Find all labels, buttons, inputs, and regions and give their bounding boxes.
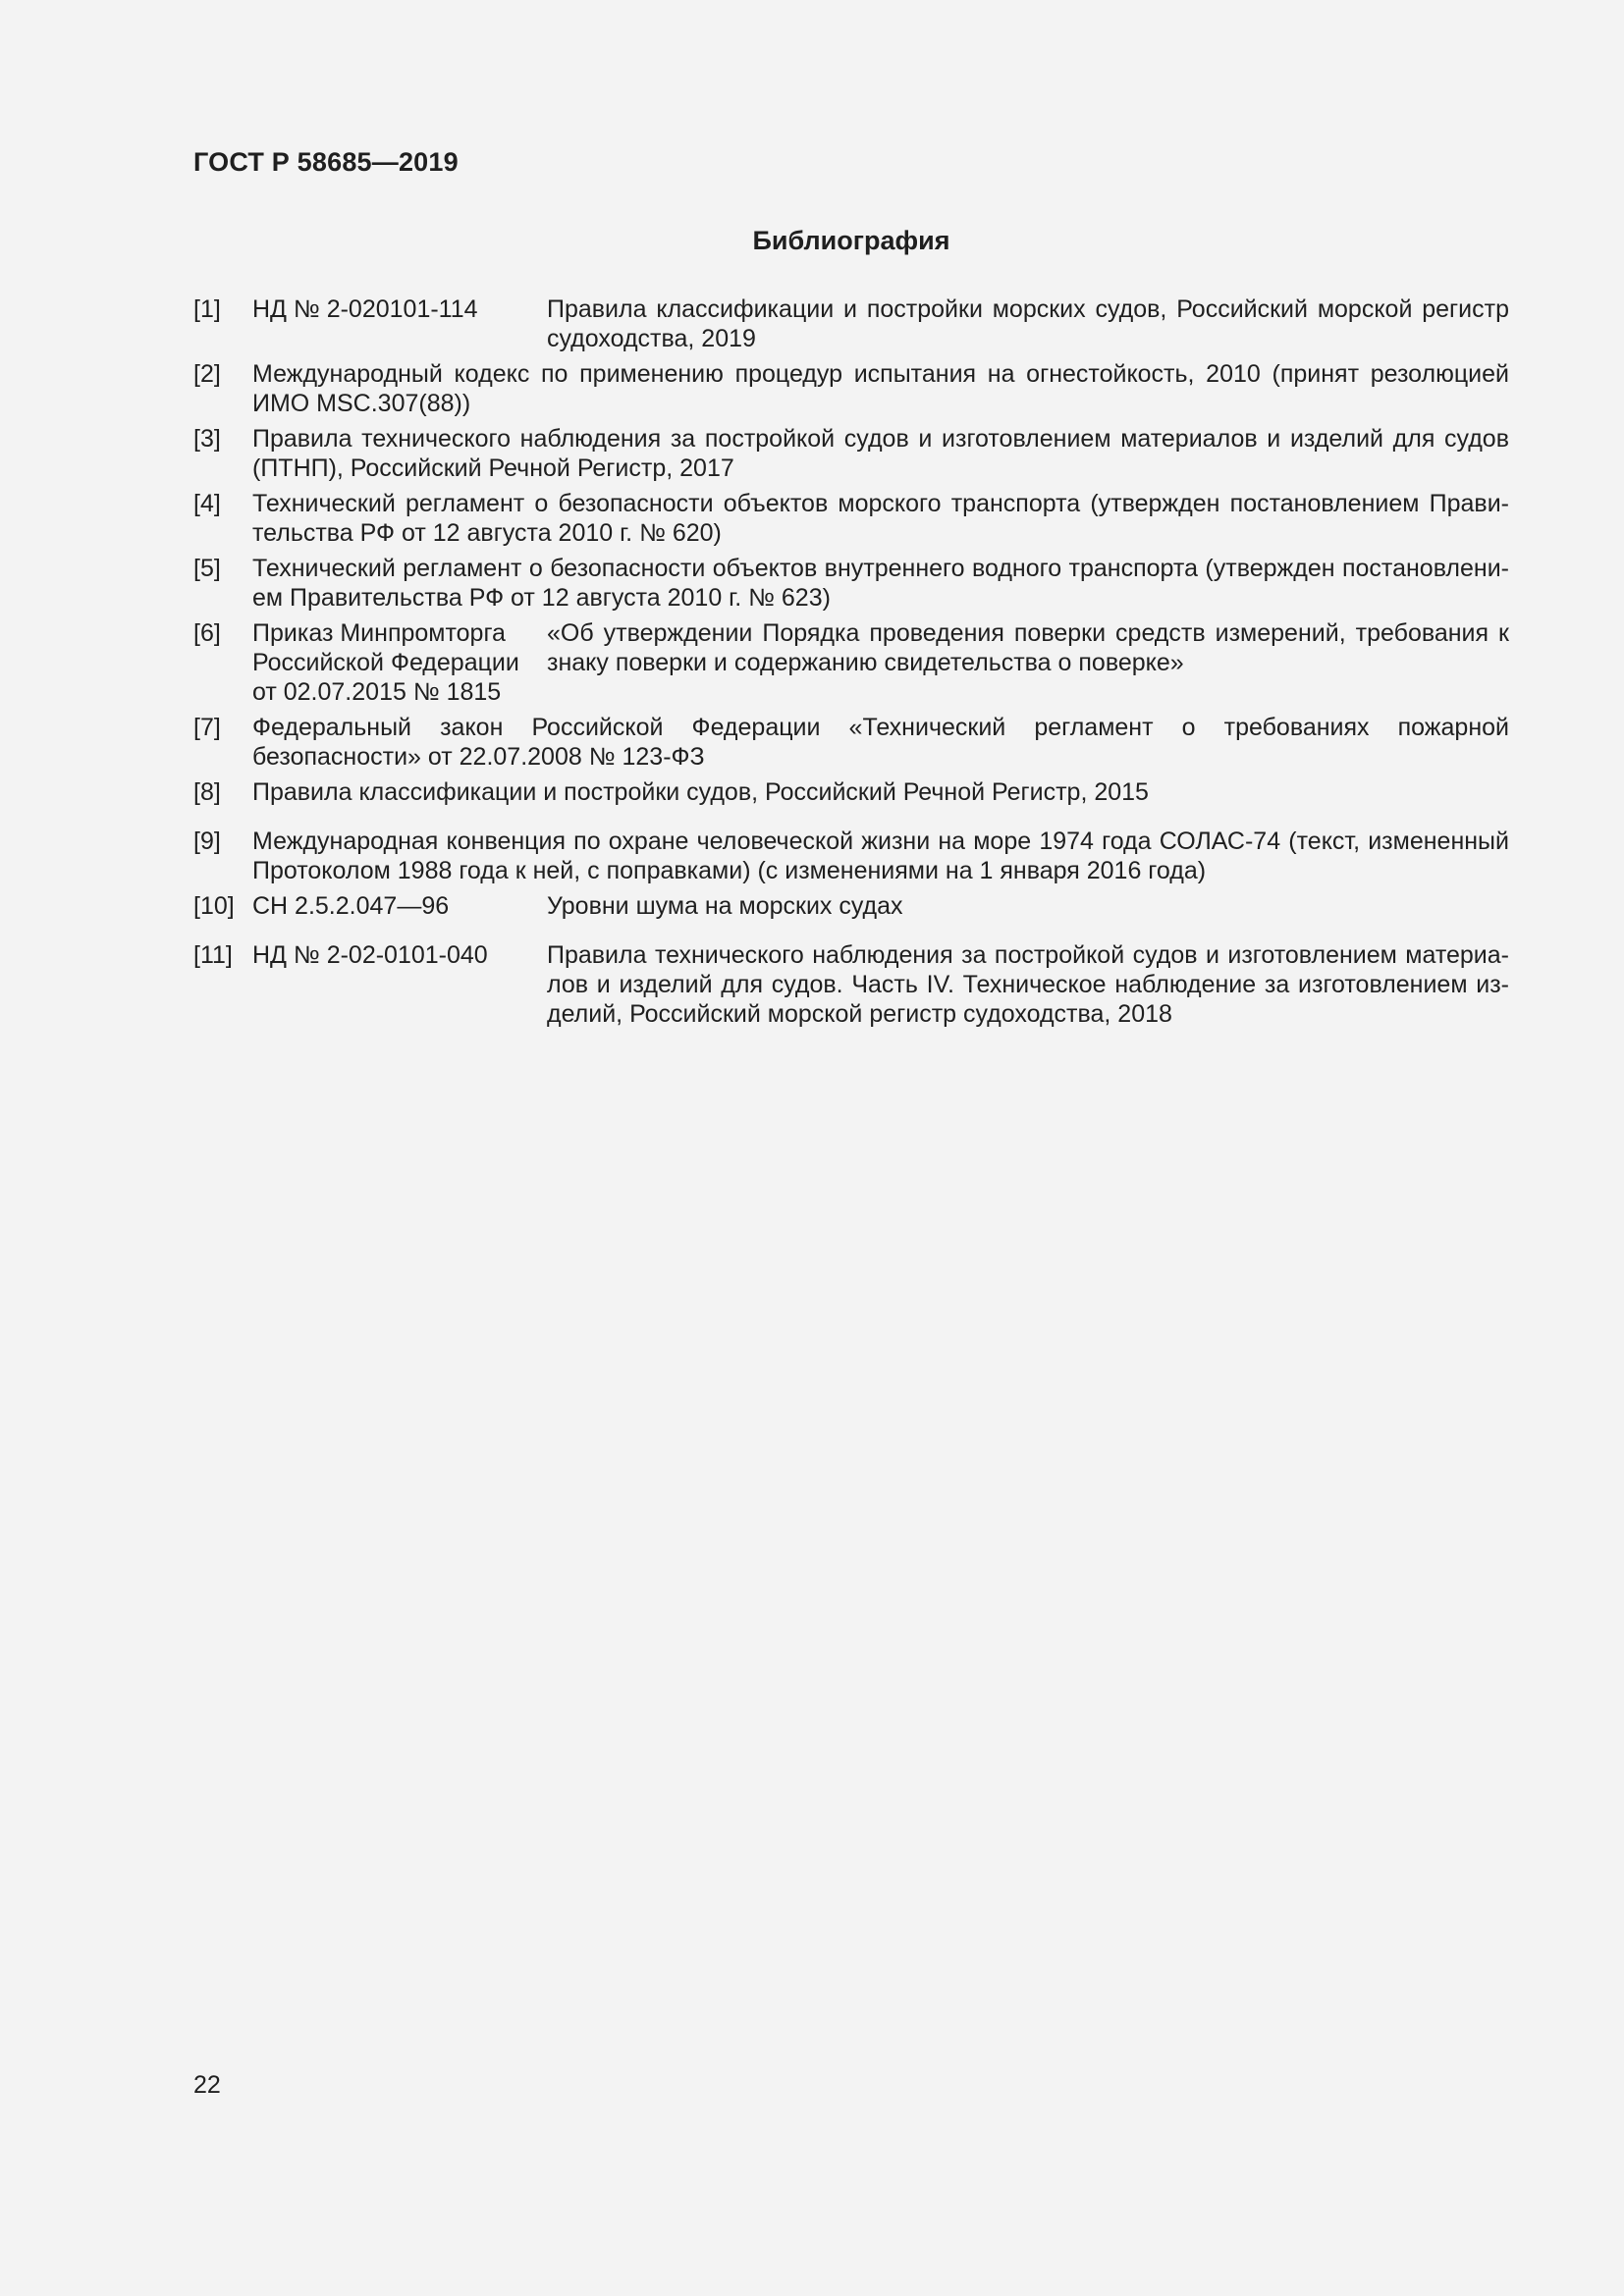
entry-number: [11] xyxy=(193,941,233,969)
entry-text: Уровни шума на морских судах xyxy=(547,892,903,920)
entry-number: [10] xyxy=(193,892,235,920)
bibliography-list xyxy=(193,294,1509,1035)
entry-text: Федеральный закон Российской Федерации «Технический регламент о требованиях пожарной безопасности» от 22.07.2008 № 123-ФЗ xyxy=(252,714,1509,771)
entry-code: СН 2.5.2.047—96 xyxy=(252,892,450,920)
bibliography-entry xyxy=(193,891,1509,921)
entry-code: НД № 2-020101-114 xyxy=(252,295,478,323)
entry-text: Правила классификации и постройки морских судов, Российский морской регистр судоходства, 2019 xyxy=(547,295,1509,352)
entry-number: [5] xyxy=(193,555,221,582)
entry-text: Правила технического наблюдения за постройкой судов и изготовлением материалов и изделий для судов (ПТНП), Российский Речной Регистр, 2017 xyxy=(252,425,1509,482)
bibliography-entry xyxy=(193,618,1509,707)
bibliography-entry xyxy=(193,294,1509,353)
entry-number: [8] xyxy=(193,778,221,806)
document-header: ГОСТ Р 58685—2019 xyxy=(193,147,459,177)
bibliography-entry xyxy=(193,777,1509,807)
bibliography-entry xyxy=(193,359,1509,418)
entry-number: [3] xyxy=(193,425,221,453)
bibliography-entry xyxy=(193,424,1509,483)
entry-text: Международная конвенция по охране человеческой жизни на море 1974 года СОЛАС-74 (текст, измененный Протоколом 1988 года к ней, с поправками) (с изменениями на 1 января 2016 года) xyxy=(252,828,1509,884)
bibliography-entry xyxy=(193,940,1509,1029)
entry-number: [1] xyxy=(193,295,221,323)
entry-text: «Об утверждении Порядка проведения поверки средств измерений, требования к знаку поверки и содержанию свидетельства о поверке» xyxy=(547,619,1509,676)
bibliography-entry xyxy=(193,489,1509,548)
entry-text: Технический регламент о безопасности объектов морского транспорта (утвержден постановлением Правительства РФ от 12 августа 2010 г. № 620) xyxy=(252,490,1509,547)
bibliography-entry xyxy=(193,713,1509,772)
entry-number: [6] xyxy=(193,619,221,647)
entry-number: [4] xyxy=(193,490,221,517)
entry-code: Приказ Минпромторга Российской Федерации от 02.07.2015 № 1815 xyxy=(252,619,519,706)
entry-text: Международный кодекс по применению процедур испытания на огнестойкость, 2010 (принят резолюцией ИМО MSC.307(88)) xyxy=(252,360,1509,417)
bibliography-entry xyxy=(193,554,1509,613)
bibliography-entry xyxy=(193,827,1509,885)
entry-text: Правила классификации и постройки судов, Российский Речной Регистр, 2015 xyxy=(252,778,1149,806)
entry-number: [9] xyxy=(193,828,221,855)
entry-number: [2] xyxy=(193,360,221,388)
entry-text: Технический регламент о безопасности объектов внутреннего водного транспорта (утвержден постановлением Правительства РФ от 12 августа 2010 г. № 623) xyxy=(252,555,1509,612)
entry-code: НД № 2-02-0101-040 xyxy=(252,941,488,969)
section-title: Библиография xyxy=(752,226,950,255)
entry-text: Правила технического наблюдения за постройкой судов и изготовлением материалов и изделий для судов. Часть IV. Техническое наблюдение за изготовлением изделий, Российский морской регистр судоходства, 2018 xyxy=(547,941,1509,1028)
page-number: 22 xyxy=(193,2071,221,2099)
entry-number: [7] xyxy=(193,714,221,741)
